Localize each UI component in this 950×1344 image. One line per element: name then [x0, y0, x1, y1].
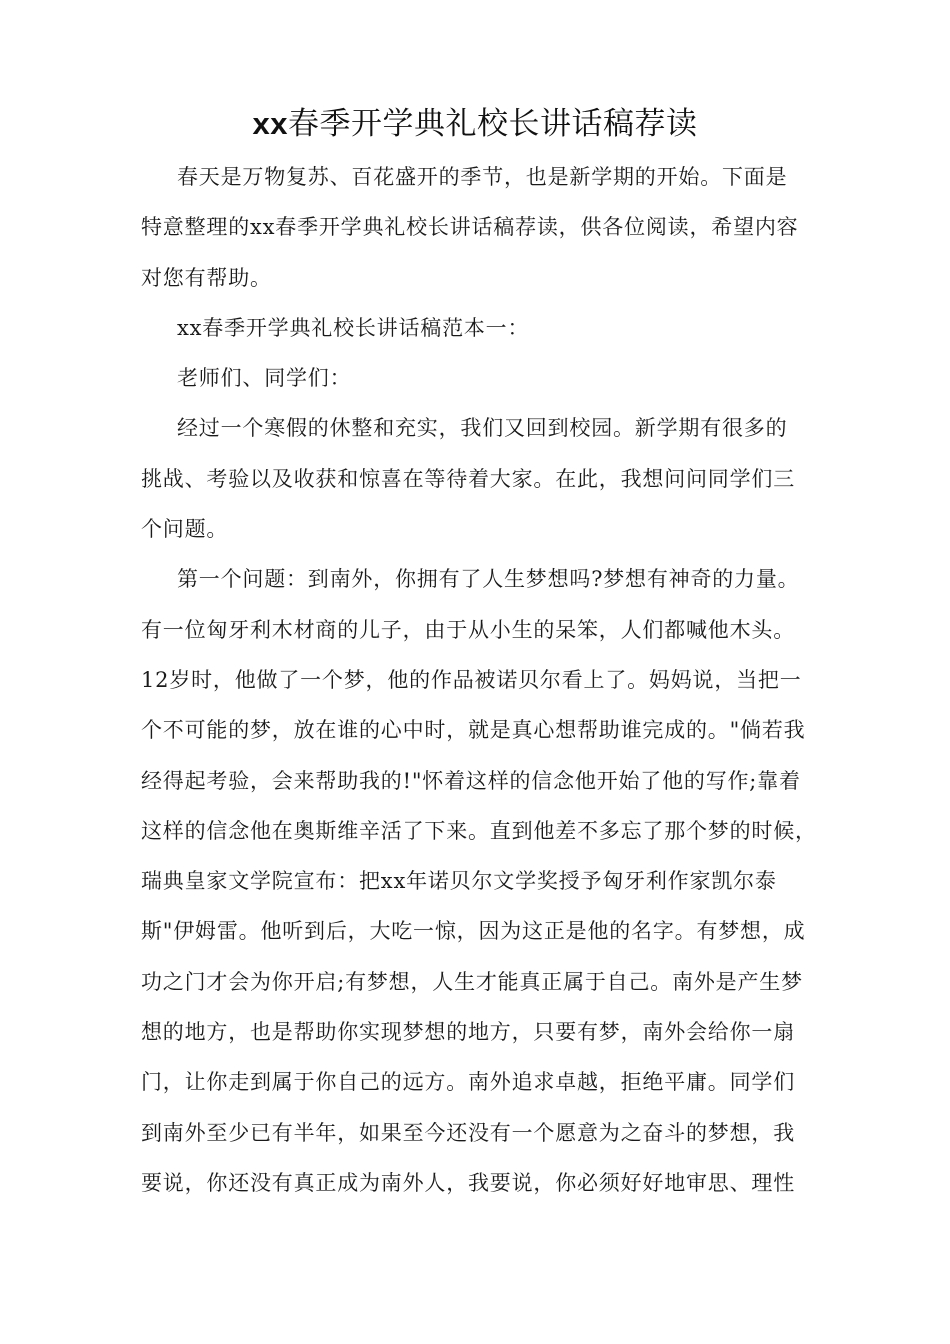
paragraph-line: 功之门才会为你开启;有梦想，人生才能真正属于自己。南外是产生梦: [141, 969, 803, 994]
paragraph-line: 到南外至少已有半年，如果至今还没有一个愿意为之奋斗的梦想，我: [141, 1120, 795, 1145]
section-heading: xx春季开学典礼校长讲话稿范本一：: [177, 315, 530, 340]
document-title-main: 春季开学典礼校长讲话稿荐读: [287, 106, 698, 142]
paragraph-line: 这样的信念他在奥斯维辛活了下来。直到他差不多忘了那个梦的时候，: [141, 818, 817, 843]
paragraph-question-one: [141, 554, 825, 1208]
paragraph-line: 挑战、考验以及收获和惊喜在等待着大家。在此，我想问问同学们三: [141, 466, 795, 491]
document-body: [141, 152, 825, 1208]
paragraph-line: 个问题。: [141, 517, 229, 542]
paragraph-line: 想的地方，也是帮助你实现梦想的地方，只要有梦，南外会给你一扇: [141, 1020, 795, 1045]
paragraph-section-heading: [141, 303, 825, 353]
paragraph-line: 春天是万物复苏、百花盛开的季节，也是新学期的开始。下面是: [177, 165, 788, 189]
paragraph-salutation: [141, 353, 825, 403]
paragraph-line: 斯"伊姆雷。他听到后，大吃一惊，因为这正是他的名字。有梦想，成: [141, 919, 806, 944]
paragraph-line: 经过一个寒假的休整和充实，我们又回到校园。新学期有很多的: [177, 416, 788, 441]
paragraph-opening: [141, 403, 825, 554]
paragraph-line: 瑞典皇家文学院宣布：把xx年诺贝尔文学奖授予匈牙利作家凯尔泰: [141, 869, 777, 894]
paragraph-line: 有一位匈牙利木材商的儿子，由于从小生的呆笨，人们都喊他木头。: [141, 617, 795, 642]
paragraph-line: 12岁时，他做了一个梦，他的作品被诺贝尔看上了。妈妈说，当把一: [141, 667, 802, 692]
paragraph-line: 门，让你走到属于你自己的远方。南外追求卓越，拒绝平庸。同学们: [141, 1070, 795, 1095]
paragraph-line: 第一个问题：到南外，你拥有了人生梦想吗?梦想有神奇的力量。: [177, 567, 800, 592]
paragraph-intro: [141, 152, 825, 303]
paragraph-line: 要说，你还没有真正成为南外人，我要说，你必须好好地审思、理性: [141, 1170, 795, 1195]
paragraph-line: 经得起考验，会来帮助我的!"怀着这样的信念他开始了他的写作;靠着: [141, 768, 801, 793]
paragraph-line: 特意整理的xx春季开学典礼校长讲话稿荐读，供各位阅读，希望内容: [141, 215, 799, 240]
document-title-prefix: xx: [252, 106, 288, 141]
salutation: 老师们、同学们：: [177, 366, 352, 391]
paragraph-line: 对您有帮助。: [141, 265, 272, 290]
document-title: [0, 98, 950, 150]
paragraph-line: 个不可能的梦，放在谁的心中时，就是真心想帮助谁完成的。"倘若我: [141, 718, 806, 743]
